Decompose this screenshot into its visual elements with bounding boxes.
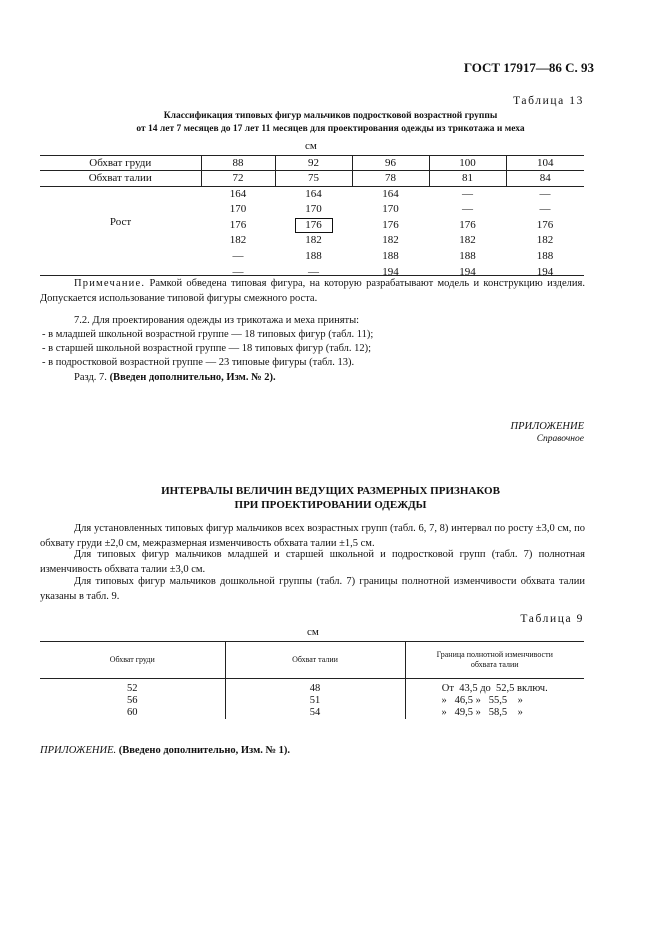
table-cell: — xyxy=(232,265,244,278)
list-item: - в старшей школьной возрастной группе — 18 типовых фигур (табл. 12); xyxy=(42,343,372,354)
footer-note xyxy=(40,744,585,759)
table-cell: 176 xyxy=(229,218,247,231)
table-cell: — xyxy=(462,187,473,200)
table-cell: 182 xyxy=(536,234,554,247)
table13-caption-line1: Классификация типовых фигур мальчиков подростковой возрастной группы xyxy=(163,111,498,121)
range-cell xyxy=(405,695,584,707)
table-cell: 170 xyxy=(382,203,399,216)
table-row xyxy=(40,171,584,186)
page-header: ГОСТ 17917—86 С. 93 xyxy=(463,60,594,75)
table-cell: 100 xyxy=(429,156,506,171)
table9 xyxy=(40,641,584,719)
table13 xyxy=(40,155,584,280)
table-cell: 81 xyxy=(429,171,506,186)
range-from: 46,5 xyxy=(454,695,473,706)
table-header-row xyxy=(40,642,584,679)
table-cell: 194 xyxy=(382,265,399,278)
table-cell: — xyxy=(232,249,244,262)
table-cell: 176 xyxy=(382,218,399,231)
range-suffix: » xyxy=(517,695,523,706)
table-cell: 176 xyxy=(459,218,476,231)
main-title-line2: ПРИ ПРОЕКТИРОВАНИИ ОДЕЖДЫ xyxy=(234,499,427,511)
range-to: 55,5 xyxy=(488,695,508,706)
section-7-2-list xyxy=(42,328,587,370)
table9-label: Таблица 9 xyxy=(520,613,584,625)
row-label-waist: Обхват талии xyxy=(40,171,201,186)
table-cell: 188 xyxy=(536,249,554,262)
footer-italic: ПРИЛОЖЕНИЕ. xyxy=(40,745,117,756)
range-to: 58,5 xyxy=(488,707,508,718)
range-from: 43,5 xyxy=(459,683,478,694)
range-suffix: » xyxy=(517,707,523,718)
range-suffix: включ. xyxy=(517,683,548,694)
note-label: Примечание. xyxy=(74,278,146,289)
appendix-title: ПРИЛОЖЕНИЕ xyxy=(510,421,584,432)
table-cell: 188 xyxy=(459,249,476,262)
table-row xyxy=(40,683,584,695)
table13-caption xyxy=(40,110,621,136)
table-cell: 164 xyxy=(229,187,247,200)
table-cell: 170 xyxy=(305,203,322,216)
column-header: Обхват груди xyxy=(40,642,225,679)
range-sep: » xyxy=(475,707,481,718)
paragraph: Для типовых фигур мальчиков дошкольной группы (табл. 7) границы полнотной изменчивости обхвата талии указаны в табл. 9. xyxy=(40,576,585,602)
range-sep: » xyxy=(475,695,481,706)
row-label-height: Рост xyxy=(109,215,132,228)
paragraph: Для установленных типовых фигур мальчиков всех возрастных групп (табл. 6, 7, 8) интервал по росту ±3,0 см, по обхвату груди ±2,0 см, межразмерная изменчивость обхвата талии ±1,5 см. xyxy=(40,523,585,549)
table-cell: 60 xyxy=(127,707,138,718)
column-header: Граница полнотной изменчивости обхвата талии xyxy=(405,642,584,679)
note-text: Рамкой обведена типовая фигура, на которую разрабатывают модель и конструкцию изделия. Допускается использование типовой фигуры смежного роста. xyxy=(40,278,585,304)
range-prefix: От xyxy=(441,683,454,694)
table-row xyxy=(40,707,584,719)
note-paragraph xyxy=(40,277,585,306)
appendix-block xyxy=(511,421,585,445)
table-cell: 194 xyxy=(536,265,554,278)
row-label-chest: Обхват груди xyxy=(40,156,201,171)
range-prefix: » xyxy=(441,695,447,706)
table-row xyxy=(40,186,584,202)
razd-note xyxy=(40,371,585,386)
table13-unit: см xyxy=(305,140,317,152)
list-item: - в младшей школьной возрастной группе — 18 типовых фигур (табл. 11); xyxy=(42,329,374,340)
table-cell: 92 xyxy=(275,156,352,171)
table-cell: 88 xyxy=(201,156,275,171)
table-cell: 164 xyxy=(305,187,322,200)
main-title-line1: ИНТЕРВАЛЫ ВЕЛИЧИН ВЕДУЩИХ РАЗМЕРНЫХ ПРИЗНАКОВ xyxy=(161,485,500,497)
table-cell: 56 xyxy=(127,695,138,706)
table-cell: 84 xyxy=(506,171,584,186)
table13-caption-line2: от 14 лет 7 месяцев до 17 лет 11 месяцев для проектирования одежды из трикотажа и меха xyxy=(136,124,525,134)
range-to: 52,5 xyxy=(496,683,515,694)
footer-bold: (Введено дополнительно, Изм. № 1). xyxy=(118,745,291,756)
table-cell: 182 xyxy=(305,234,322,247)
range-sep: до xyxy=(480,683,491,694)
table-cell: 54 xyxy=(225,707,405,719)
table-cell: 170 xyxy=(229,203,247,216)
table-row xyxy=(40,695,584,707)
table-cell: 72 xyxy=(201,171,275,186)
range-from: 49,5 xyxy=(454,707,473,718)
typical-figure-box: 176 xyxy=(295,218,333,233)
table-cell: 52 xyxy=(127,683,138,694)
paragraph: Для типовых фигур мальчиков младшей и старшей школьной и подростковой групп (табл. 7) полнотная изменчивость обхвата талии ±3,0 см. xyxy=(40,549,585,575)
appendix-subtitle: Справочное xyxy=(536,434,584,444)
razd-bold: (Введен дополнительно, Изм. № 2). xyxy=(109,372,276,383)
table-row xyxy=(40,156,584,171)
main-title xyxy=(40,484,621,512)
table-cell: 182 xyxy=(229,234,247,247)
table-cell: — xyxy=(462,203,473,216)
table-cell: — xyxy=(539,203,551,216)
razd-prefix: Разд. 7. xyxy=(74,372,110,383)
table-cell: 188 xyxy=(382,249,399,262)
table-cell: 182 xyxy=(459,234,476,247)
table-cell: — xyxy=(539,187,551,200)
table-cell: 48 xyxy=(225,683,405,695)
range-cell xyxy=(405,707,584,719)
table-cell: 182 xyxy=(382,234,399,247)
table-cell: 188 xyxy=(305,249,322,262)
table-cell: 75 xyxy=(275,171,352,186)
table-cell: 194 xyxy=(459,265,476,278)
table9-unit: см xyxy=(307,626,319,638)
table-cell-boxed xyxy=(275,218,352,234)
range-cell xyxy=(405,683,584,695)
list-item: - в подростковой возрастной группе — 23 типовые фигуры (табл. 13). xyxy=(42,357,355,368)
table13-bottom-rule xyxy=(40,275,584,276)
range-prefix: » xyxy=(441,707,447,718)
table-cell: 104 xyxy=(506,156,584,171)
table13-label: Таблица 13 xyxy=(513,95,584,107)
table-cell: — xyxy=(308,265,319,278)
table-cell: 176 xyxy=(536,218,554,231)
table-cell: 51 xyxy=(225,695,405,707)
table-cell: 96 xyxy=(352,156,429,171)
table-cell: 78 xyxy=(352,171,429,186)
section-7-2-intro: 7.2. Для проектирования одежды из трикотажа и меха приняты: xyxy=(74,315,360,326)
column-header: Обхват талии xyxy=(225,642,405,679)
table-cell: 164 xyxy=(382,187,399,200)
